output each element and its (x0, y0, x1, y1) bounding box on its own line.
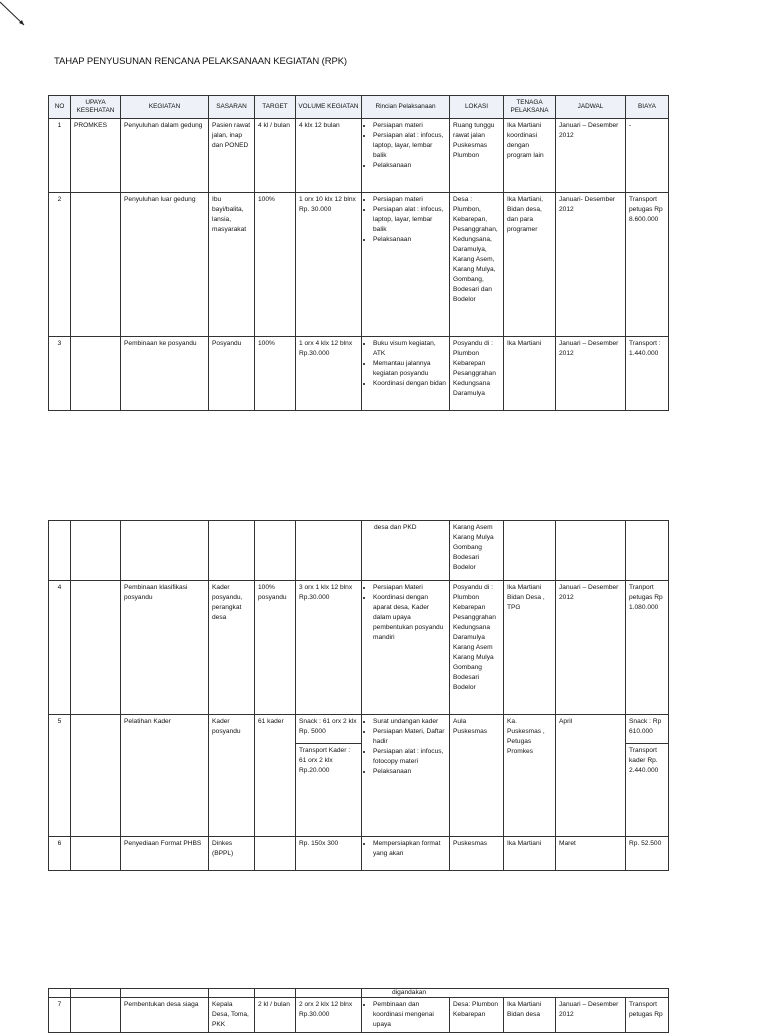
row-rincian (362, 837, 450, 871)
row-upaya (71, 998, 121, 1033)
row-upaya (71, 337, 121, 411)
header-no: NO (49, 96, 71, 119)
rincian-item: • Persiapan alat : infocus, laptop, layar, lembar balik (373, 205, 446, 235)
row-jadwal: April (556, 715, 626, 837)
row-no: 7 (49, 998, 71, 1033)
rpk-table-page-1 (48, 95, 669, 411)
table-header-row (49, 96, 669, 119)
row-kegiatan: Pembinaan klasifikasi posyandu (121, 581, 209, 715)
row-rincian (362, 337, 450, 411)
row-target: 100% (255, 193, 296, 337)
row-tenaga: Ika Martiani Bidan desa (504, 998, 556, 1033)
row-lokasi-continued: Karang Asem Karang Mulya Gombang Bodesari Bodelor (450, 521, 504, 581)
row-kegiatan: Penyediaan Format PHBS (121, 837, 209, 871)
rincian-item: • Persiapan materi (373, 195, 446, 205)
rincian-item: • Pembinaan dan koordinasi mengenai upaya (373, 1000, 446, 1030)
rincian-item: • Persiapan alat : infocus, laptop, layar, lembar balik (373, 131, 446, 161)
rincian-item: • Pelaksanaan (373, 161, 446, 171)
header-upaya: UPAYA KESEHATAN (71, 96, 121, 119)
row-target (255, 837, 296, 871)
row-tenaga: Ika Martiani (504, 337, 556, 411)
row-jadwal: Januari – Desember 2012 (556, 337, 626, 411)
rincian-item: • Koordinasi dengan bidan (373, 379, 446, 389)
header-target: TARGET (255, 96, 296, 119)
rincian-item: • Pelaksanaan (373, 235, 446, 245)
row-biaya: Rp. 52.500 (626, 837, 669, 871)
row-rincian (362, 998, 450, 1033)
row-volume: 1 orx 4 klx 12 blnx Rp.30.000 (296, 337, 362, 411)
row-rincian (362, 715, 450, 837)
row-sasaran: Posyandu (209, 337, 255, 411)
rincian-item: • Buku visum kegiatan, ATK (373, 339, 446, 359)
rincian-item: • Surat undangan kader (373, 717, 446, 727)
row-sasaran: Kader posyandu (209, 715, 255, 837)
row-kegiatan: Pembinaan ke posyandu (121, 337, 209, 411)
rincian-item: • Persiapan alat : infocus, fotocopy materi (373, 747, 446, 767)
row-target: 100% posyandu (255, 581, 296, 715)
row-biaya: - (626, 119, 669, 193)
header-biaya: BIAYA (626, 96, 669, 119)
rincian-item: • Persiapan Materi, Daftar hadir (373, 727, 446, 747)
row-no: 2 (49, 193, 71, 337)
row-target: 2 kl / bulan (255, 998, 296, 1033)
row-jadwal: Januari – Desember 2012 (556, 581, 626, 715)
row-tenaga: Ika Martiani (504, 837, 556, 871)
rincian-item: • Persiapan materi (373, 121, 446, 131)
row-volume: 3 orx 1 klx 12 blnx Rp.30.000 (296, 581, 362, 715)
row-biaya: Transport petugas Rp (626, 998, 669, 1033)
table-row (49, 715, 669, 837)
volume-transport: Transport Kader : 61 orx 2 klx Rp.20.000 (296, 743, 361, 776)
row-upaya (71, 837, 121, 871)
row-lokasi: Ruang tunggu rawat jalan Puskesmas Plumbon (450, 119, 504, 193)
row-lokasi: Aula Puskesmas (450, 715, 504, 837)
rincian-item: • Mempersiapkan format yang akan (373, 839, 446, 859)
row-tenaga: Ka. Puskesmas , Petugas Promkes (504, 715, 556, 837)
row-volume: Rp. 150x 300 (296, 837, 362, 871)
table-row (49, 581, 669, 715)
row-no: 3 (49, 337, 71, 411)
header-sasaran: SASARAN (209, 96, 255, 119)
row-sasaran: Ibu bayi/balita, lansia, masyarakat (209, 193, 255, 337)
rincian-item: • Memantau jalannya kegiatan posyandu (373, 359, 446, 379)
row-lokasi: Posyandu di : Plumbon Kebarepan Pesanggrahan Kedungsana Daramulya (450, 337, 504, 411)
row-upaya: PROMKES (71, 119, 121, 193)
row-tenaga: Ika Martiani Bidan Desa , TPG (504, 581, 556, 715)
table-row (49, 837, 669, 871)
row-no: 5 (49, 715, 71, 837)
header-jadwal: JADWAL (556, 96, 626, 119)
header-lokasi: LOKASI (450, 96, 504, 119)
row-kegiatan: Pelatihan Kader (121, 715, 209, 837)
row-lokasi: Puskesmas (450, 837, 504, 871)
corner-arrow-line (0, 0, 30, 30)
row-tenaga: Ika Martiani, Bidan desa, dan para programer (504, 193, 556, 337)
biaya-snack: Snack : Rp 610.000 (629, 718, 662, 735)
row-rincian-continued: digandakan (362, 989, 669, 998)
volume-snack: Snack : 61 orx 2 klx Rp. 5000 (299, 718, 357, 735)
row-sasaran: Kader posyandu, perangkat desa (209, 581, 255, 715)
row-target: 100% (255, 337, 296, 411)
row-kegiatan: Penyuluhan dalam gedung (121, 119, 209, 193)
row-lokasi: Desa : Plumbon, Kebarepan, Pesanggrahan, Kedungsana, Daramulya, Karang Asem, Karang Mulya, Gombang, Bodesari dan Bodelor (450, 193, 504, 337)
row-jadwal: Januari – Desember 2012 (556, 119, 626, 193)
rincian-item: • Koordinasi dengan aparat desa, Kader dalam upaya pembentukan posyandu mandiri (373, 593, 446, 643)
row-sasaran: Pasien rawat jalan, inap dan PONED (209, 119, 255, 193)
row-volume: 4 klx 12 bulan (296, 119, 362, 193)
table-row-continued (49, 521, 669, 581)
table-row (49, 119, 669, 193)
rpk-table-page-3 (48, 988, 669, 1033)
row-kegiatan: Pembentukan desa siaga (121, 998, 209, 1033)
row-sasaran: Dinkes (BPPL) (209, 837, 255, 871)
row-sasaran: Kepala Desa, Toma, PKK (209, 998, 255, 1033)
header-kegiatan: KEGIATAN (121, 96, 209, 119)
table-row (49, 193, 669, 337)
row-biaya: Tranport petugas Rp 1.080.000 (626, 581, 669, 715)
row-rincian (362, 581, 450, 715)
row-volume: 1 orx 10 klx 12 blnx Rp. 30.000 (296, 193, 362, 337)
row-jadwal: Maret (556, 837, 626, 871)
row-kegiatan: Penyuluhan luar gedung (121, 193, 209, 337)
rincian-item: • Persiapan Materi (373, 583, 446, 593)
row-tenaga: Ika Martiani koordinasi dengan program lain (504, 119, 556, 193)
row-jadwal: Januari- Desember 2012 (556, 193, 626, 337)
row-biaya (626, 715, 669, 837)
document-title: TAHAP PENYUSUNAN RENCANA PELAKSANAAN KEGIATAN (RPK) (54, 56, 347, 67)
row-volume: 2 orx 2 klx 12 blnx Rp.30.000 (296, 998, 362, 1033)
row-no: 6 (49, 837, 71, 871)
row-no: 4 (49, 581, 71, 715)
row-upaya (71, 715, 121, 837)
row-rincian (362, 193, 450, 337)
row-upaya (71, 193, 121, 337)
row-lokasi: Desa: Plumbon Kebarepan (450, 998, 504, 1033)
rpk-table-page-2 (48, 520, 669, 871)
table-row-continued (49, 989, 669, 998)
row-target: 61 kader (255, 715, 296, 837)
header-volume: VOLUME KEGIATAN (296, 96, 362, 119)
header-rincian: Rincian Pelaksanaan (362, 96, 450, 119)
row-target: 4 kl / bulan (255, 119, 296, 193)
header-tenaga: TENAGA PELAKSANA (504, 96, 556, 119)
table-row (49, 337, 669, 411)
rincian-item: • Pelaksanaan (373, 767, 446, 777)
row-biaya: Transport : 1.440.000 (626, 337, 669, 411)
row-volume (296, 715, 362, 837)
row-upaya (71, 581, 121, 715)
biaya-transport: Transport kader Rp. 2.440.000 (626, 743, 668, 776)
row-rincian-continued: desa dan PKD (362, 521, 450, 581)
row-lokasi: Posyandu di : Plumbon Kebarepan Pesanggrahan Kedungsana Daramulya Karang Asem Karang Mulya Gombang Bodesari Bodelor (450, 581, 504, 715)
table-row (49, 998, 669, 1033)
row-no: 1 (49, 119, 71, 193)
row-jadwal: Januari – Desember 2012 (556, 998, 626, 1033)
row-biaya: Transport petugas Rp 8.600.000 (626, 193, 669, 337)
row-rincian (362, 119, 450, 193)
